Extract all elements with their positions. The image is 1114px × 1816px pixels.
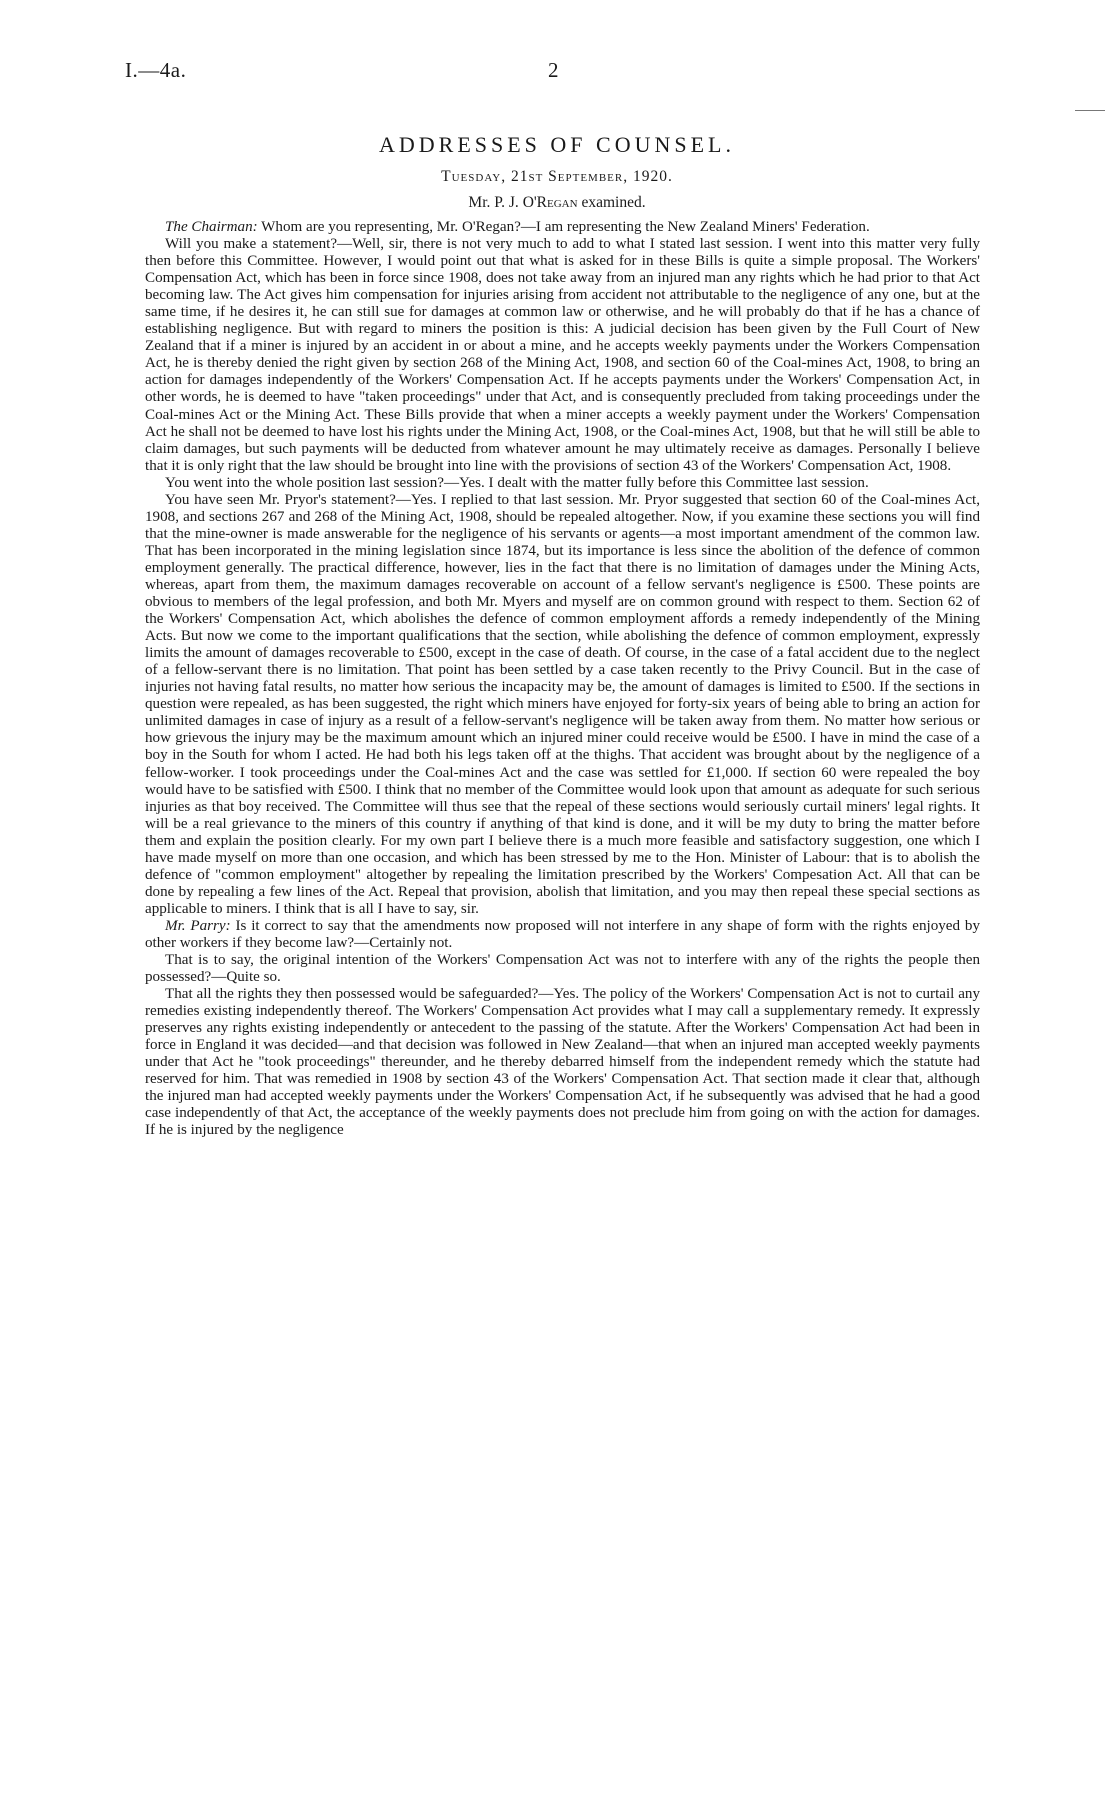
paragraph-text: Is it correct to say that the amendments now proposed will not interfere in any shape of form with the rights enjoyed by other workers if they become law?—Certainly not. [145,917,980,951]
witness-line [0,194,1114,212]
paragraph [145,219,980,236]
witness-name: O'Regan [522,194,578,211]
paragraph-text: Whom are you representing, Mr. O'Regan?—I am representing the New Zealand Miners' Federation. [257,219,870,235]
witness-suffix: examined. [577,194,646,211]
page-number: 2 [548,58,559,82]
speaker: Mr. Parry: [165,917,231,934]
witness-prefix: Mr. P. J. [468,194,523,211]
paragraph-text: Will you make a statement?—Well, sir, there is not very much to add to what I stated last session. I went into this matter very fully then before this Committee. However, I would point out that what is asked for in these Bills is quite a simple proposal. The Workers' Compensation Act, which has been in force since 1908, does not take away from an injured man any rights which he had prior to that Act becoming law. The Act gives him compensation for injuries arising from accident not attributable to the negligence of any one, but at the same time, if he desires it, he can still sue for damages at common law or otherwise, and he will probably do that if he has a chance of establishing negligence. But with regard to miners the position is this: A judicial decision has been given by the Full Court of New Zealand that if a miner is injured by an accident in or about a mine, and he accepts weekly payments under the Workers Compensation Act, he is thereby denied the right given by section 268 of the Mining Act, 1908, and section 60 of the Coal-mines Act, 1908, to bring an action for damages independently of the Workers' Compensation Act. If he accepts payments under the Workers' Compensation Act, in other words, he is deemed to have "taken proceedings" under that Act, and is consequently precluded from taking proceedings under the Coal-mines Act or the Mining Act. These Bills provide that when a miner accepts a weekly payment under the Workers' Compensation Act he shall not be deemed to have lost his rights under the Mining Act, 1908, or the Coal-mines Act, 1908, but that he will still be able to claim damages, but such payments will be deducted from whatever amount he may ultimately receive as damages. Personally I believe that it is only right that the law should be brought into line with the provisions of section 43 of the Workers' Compensation Act, 1908. [145,236,980,474]
paragraph [145,986,980,1139]
paragraph [145,475,980,492]
paragraph [145,918,980,952]
paragraph-text: That is to say, the original intention of the Workers' Compensation Act was not to interfere with any of the rights the people then possessed?—Quite so. [145,952,980,986]
paragraph [145,952,980,986]
speaker: The Chairman: [165,219,258,235]
paragraph-text: You went into the whole position last session?—Yes. I dealt with the matter fully before this Committee last session. [165,474,869,491]
page-title: ADDRESSES OF COUNSEL. [379,132,735,157]
transcript-body [145,219,980,1140]
paragraph [145,236,980,475]
paragraph [145,492,980,918]
margin-mark [1075,110,1105,111]
paragraph-text: That all the rights they then possessed would be safeguarded?—Yes. The policy of the Workers' Compensation Act is not to curtail any remedies existing independently thereof. The Workers' Compensation Act provides what I may call a supplementary remedy. It expressly preserves any rights existing independently or antecedent to the passing of the statute. After the Workers' Compensation Act had been in force in England it was decided—and that decision was followed in New Zealand—that when an injured man accepted weekly payments under that Act he "took proceedings" thereunder, and he thereby debarred himself from the independent remedy which the statute had reserved for him. That was remedied in 1908 by section 43 of the Workers' Compensation Act. That section made it clear that, although the injured man had accepted weekly payments under the Workers' Compensation Act, if he subsequently was advised that he had a good case independently of that Act, the acceptance of the weekly payments does not preclude him from going on with the action for damages. If he is injured by the negligence [145,986,980,1139]
session-date: Tuesday, 21st September, 1920. [441,168,673,185]
document-reference: I.—4a. [125,58,187,82]
paragraph-text: You have seen Mr. Pryor's statement?—Yes. I replied to that last session. Mr. Pryor suggested that section 60 of the Coal-mines Act, 1908, and sections 267 and 268 of the Mining Act, 1908, should be repealed altogether. Now, if you examine these sections you will find that the mine-owner is made answerable for the negligence of his servants or agents—a most important amendment of the common law. That has been incorporated in the mining legislation since 1874, but its importance is less since the abolition of the defence of common employment generally. The practical difference, however, lies in the fact that there is no limitation of damages under the Mining Acts, whereas, apart from them, the maximum damages recoverable on account of a fellow servant's negligence is £500. These points are obvious to members of the legal profession, and both Mr. Myers and myself are on common ground with respect to them. Section 62 of the Workers' Compensation Act, which abolishes the defence of common employment affords a remedy independently of the Mining Acts. But now we come to the important qualifications that the section, while abolishing the defence of common employment, expressly limits the amount of damages recoverable to £500, except in the case of death. Of course, in the case of a fatal accident due to the neglect of a fellow-servant there is no limitation. That point has been settled by a case taken recently to the Privy Council. But in the case of injuries not having fatal results, no matter how serious the incapacity may be, the amount of damages is limited to £500. If the sections in question were repealed, as has been suggested, the right which miners have enjoyed for forty-six years of being able to bring an action for unlimited damages in case of injury as a result of a fellow-servant's negligence will be taken away from them. No matter how serious or how grievous the injury may be the maximum amount which an injured miner could receive would be £500. I have in mind the case of a boy in the South for whom I acted. He had both his legs taken off at the thighs. That accident was brought about by the negligence of a fellow-worker. I took proceedings under the Coal-mines Act and the case was settled for £1,000. If section 60 were repealed the boy would have to be satisfied with £500. I think that no member of the Committee would look upon that amount as adequate for such serious injuries as that boy received. The Committee will thus see that the repeal of these sections would seriously curtail miners' legal rights. It will be a real grievance to the miners of this country if anything of that kind is done, and it will be my duty to bring the matter before them and explain the position clearly. For my own part I believe there is a much more feasible and satisfactory suggestion, one which I have made myself on more than one occasion, and which has been stressed by me to the Hon. Minister of Labour: that is to abolish the defence of "common employment" altogether by repealing the limitation prescribed by the Workers' Compesation Act. All that can be done by repealing a few lines of the Act. Repeal that provision, abolish that limitation, and you may then repeal these special sections as applicable to miners. I think that is all I have to say, sir. [145,491,980,917]
